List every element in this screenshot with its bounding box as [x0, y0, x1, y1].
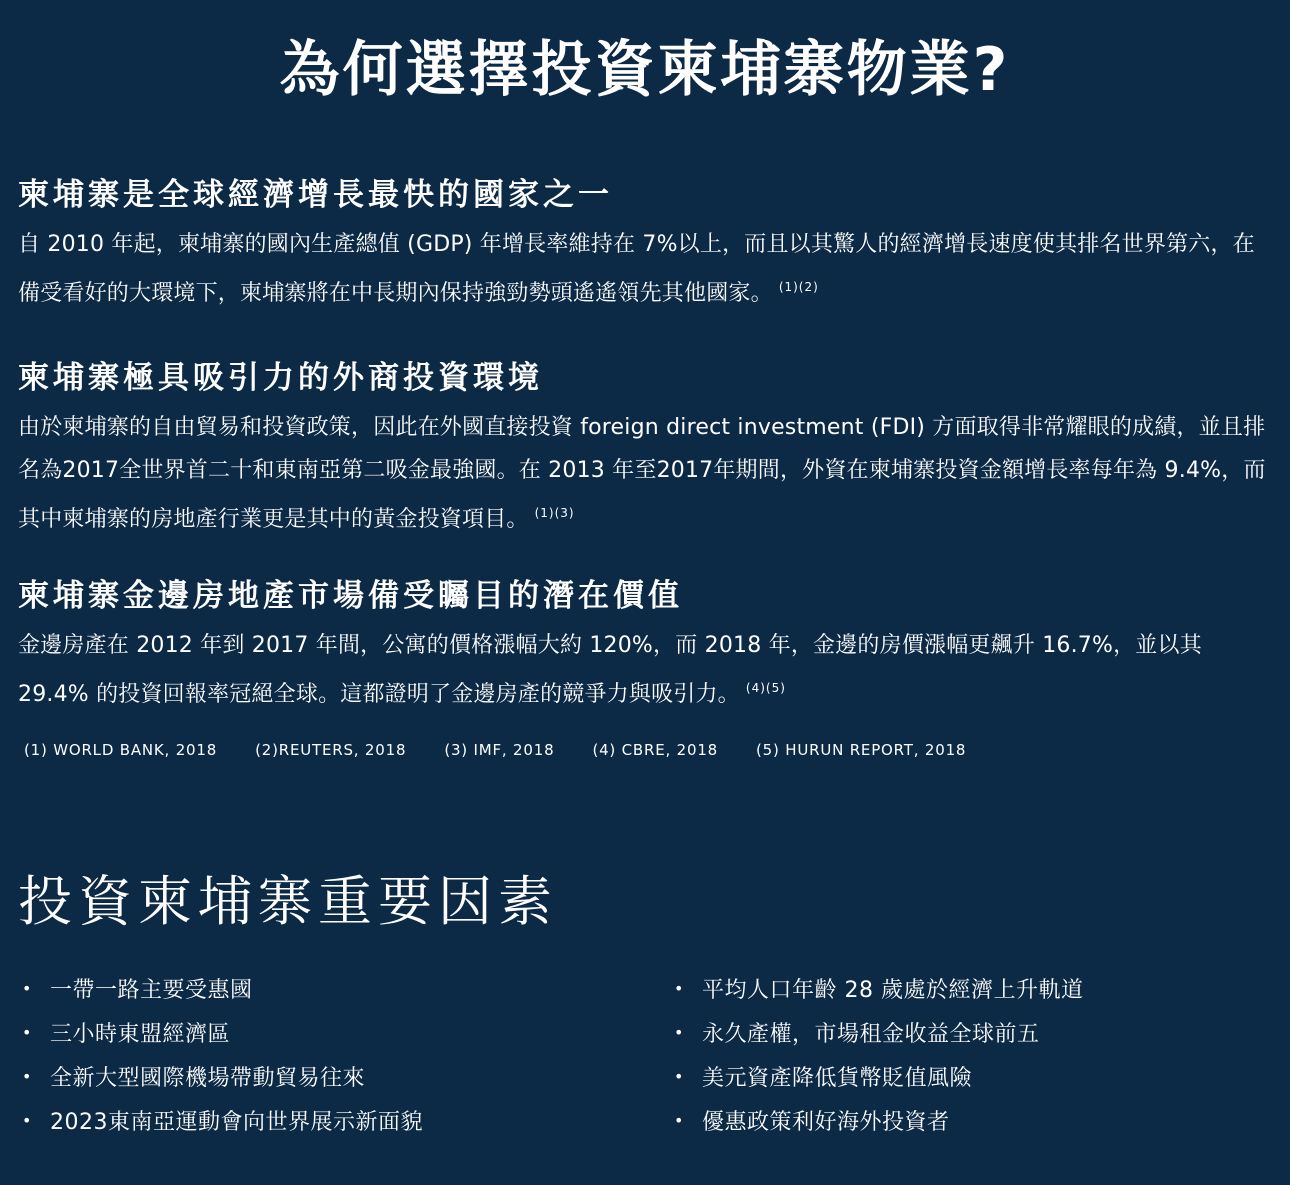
list-item-text: 2023東南亞運動會向世界展示新面貌 — [50, 1109, 423, 1135]
section-body — [18, 406, 1268, 541]
reference-item: (3) IMF, 2018 — [444, 741, 555, 759]
bullet-icon: • — [674, 1066, 684, 1086]
list-item — [18, 966, 423, 1010]
reference-item: (5) HURUN REPORT, 2018 — [756, 741, 967, 759]
list-item-text: 一帶一路主要受惠國 — [50, 977, 253, 1003]
factors-title: 投資柬埔寨重要因素 — [18, 870, 558, 933]
list-item-text: 三小時東盟經濟區 — [50, 1021, 231, 1047]
list-item — [670, 1010, 1083, 1054]
section-fdi — [18, 356, 1268, 541]
factors-list-right — [670, 966, 1083, 1142]
factors-list-left — [18, 966, 423, 1142]
list-item-text: 美元資產降低貨幣貶值風險 — [702, 1065, 973, 1091]
bullet-icon: • — [22, 1022, 32, 1042]
bullet-icon: • — [674, 1110, 684, 1130]
section-real-estate-value — [18, 574, 1268, 716]
reference-item: (4) CBRE, 2018 — [592, 741, 719, 759]
section-body-text: 自 2010 年起，柬埔寨的國內生產總值 (GDP) 年增長率維持在 7%以上，而且以其驚人的經濟增長速度使其排名世界第六，在備受看好的大環境下，柬埔寨將在中長期內保持強勁勢頭遙遙領先其他國家。 — [18, 232, 1255, 306]
section-economic-growth — [18, 173, 1268, 315]
list-item — [18, 1098, 423, 1142]
bullet-icon: • — [674, 978, 684, 998]
list-item — [18, 1054, 423, 1098]
list-item — [670, 1054, 1083, 1098]
list-item — [670, 1098, 1083, 1142]
list-item — [670, 966, 1083, 1010]
list-item-text: 優惠政策利好海外投資者 — [702, 1109, 950, 1135]
bullet-icon: • — [674, 1022, 684, 1042]
list-item — [18, 1010, 423, 1054]
reference-item: (2)REUTERS, 2018 — [255, 741, 407, 759]
reference-marker: (1)(3) — [534, 506, 575, 520]
reference-marker: (1)(2) — [778, 280, 819, 294]
references-row — [24, 738, 1004, 762]
section-body — [18, 624, 1268, 716]
section-body-text: 由於柬埔寨的自由貿易和投資政策，因此在外國直接投資 foreign direct investment (FDI) 方面取得非常耀眼的成績，並且排名為2017全世界首二十和東南亞第二吸金最強國。在 2013 年至2017年期間，外資在柬埔寨投資金額增長率每年為 9.4%，而其中柬埔寨的房地產行業更是其中的黃金投資項目。 — [18, 415, 1266, 532]
section-body — [18, 223, 1268, 315]
bullet-icon: • — [22, 978, 32, 998]
section-body-text: 金邊房產在 2012 年到 2017 年間，公寓的價格漲幅大約 120%，而 2018 年，金邊的房價漲幅更飆升 16.7%，並以其 29.4% 的投資回報率冠絕全球。這都證明了金邊房產的競爭力與吸引力。 — [18, 633, 1202, 707]
section-heading: 柬埔寨極具吸引力的外商投資環境 — [18, 360, 543, 396]
section-heading: 柬埔寨是全球經濟增長最快的國家之一 — [18, 177, 613, 213]
page-title: 為何選擇投資柬埔寨物業? — [279, 35, 1011, 105]
reference-marker: (4)(5) — [745, 681, 786, 695]
section-heading: 柬埔寨金邊房地產市場備受矚目的潛在價值 — [18, 578, 683, 614]
bullet-icon: • — [22, 1066, 32, 1086]
reference-item: (1) WORLD BANK, 2018 — [24, 741, 218, 759]
list-item-text: 全新大型國際機場帶動貿易往來 — [50, 1065, 366, 1091]
bullet-icon: • — [22, 1110, 32, 1130]
list-item-text: 永久產權，市場租金收益全球前五 — [702, 1021, 1040, 1047]
list-item-text: 平均人口年齡 28 歲處於經濟上升軌道 — [702, 977, 1084, 1003]
